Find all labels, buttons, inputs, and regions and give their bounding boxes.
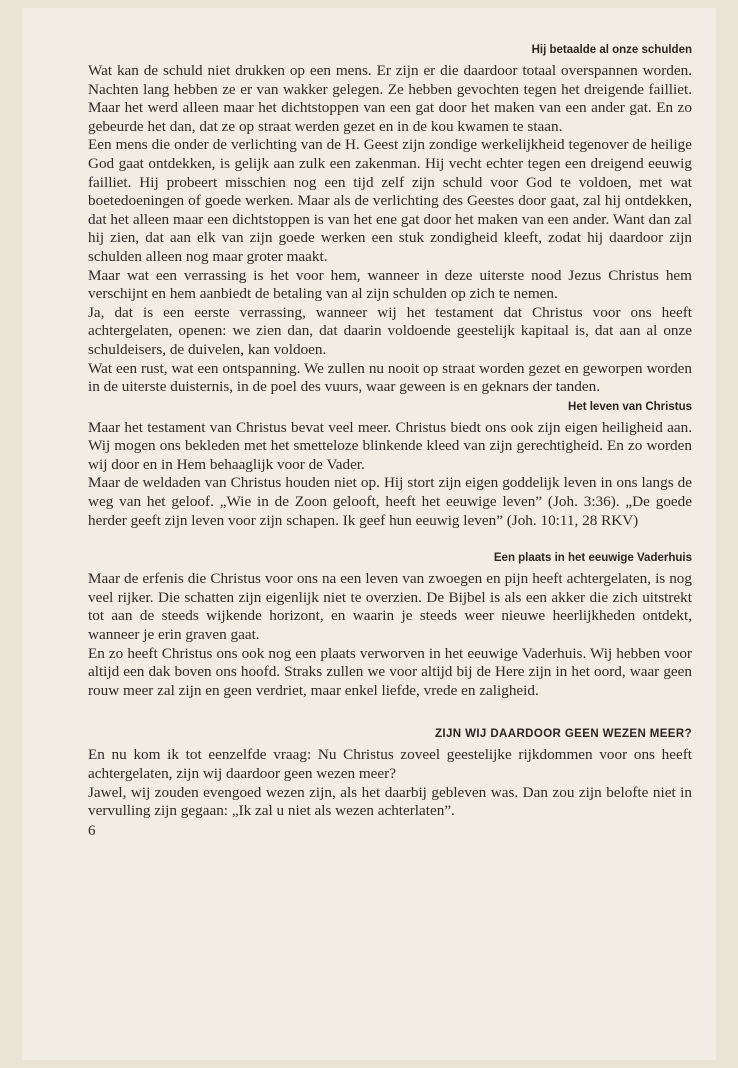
paragraph: Ja, dat is een eerste verrassing, wanneer wij het testament dat Christus voor ons heeft achtergelaten, openen: we zien dan, dat daarin voldoende geestelijk kapitaal is, dat aan al onze schuldeisers, de duivelen, kan voldoen.: [88, 303, 692, 358]
paragraph: Wat kan de schuld niet drukken op een mens. Er zijn er die daardoor totaal overspannen worden. Nachten lang hebben ze er van wakker gelegen. Ze hebben gevochten tegen het dreigende failliet. Maar het werd alleen maar het dichtstoppen van een gat door het maken van een ander gat. En zo gebeurde het dan, dat ze op straat werden gezet en in de kou kwamen te staan.: [88, 62, 692, 135]
paragraph: En zo heeft Christus ons ook nog een plaats verworven in het eeuwige Vaderhuis. Wij hebben voor altijd een dak boven ons hoofd. Straks zullen we voor altijd bij de Here zijn in het oord, waar geen rouw meer zal zijn en geen verdriet, maar enkel liefde, vrede en zaligheid.: [88, 644, 692, 699]
paragraph: Jawel, wij zouden evengoed wezen zijn, als het daarbij gebleven was. Dan zou zijn belofte niet in vervulling zijn gegaan: „Ik zal u niet als wezen achterlaten”.: [88, 783, 692, 820]
paragraph: Wat een rust, wat een ontspanning. We zullen nu nooit op straat worden gezet en geworpen worden in de uiterste duisternis, in de poel des vuurs, waar geween is en geknars der tanden.: [88, 359, 692, 396]
paragraph: En nu kom ik tot eenzelfde vraag: Nu Christus zoveel geestelijke rijkdommen voor ons heeft achtergelaten, zijn wij daardoor geen wezen meer?: [88, 746, 692, 782]
section-heading-vaderhuis: Een plaats in het eeuwige Vaderhuis: [493, 552, 692, 565]
paragraph: Maar de erfenis die Christus voor ons na een leven van zwoegen en pijn heeft achtergelaten, is nog veel rijker. Die schatten zijn eigenlijk niet te overzien. De Bijbel is als een akker die zich uitstrekt tot aan de steeds wijkende horizont, en waarin je steeds weer nieuwe heerlijkheden ontdekt, wanneer je erin graven gaat.: [88, 570, 692, 644]
section-heading-leven: Het leven van Christus: [568, 400, 692, 413]
paragraph: Maar het testament van Christus bevat veel meer. Christus biedt ons ook zijn eigen heiligheid aan. Wij mogen ons bekleden met het smetteloze blinkende kleed van zijn gerechtigheid. En zo worden wij door en in Hem behaaglijk voor de Vader.: [88, 418, 692, 473]
section-heading-schulden: Hij betaalde al onze schulden: [531, 44, 692, 56]
paragraph: Een mens die onder de verlichting van de H. Geest zijn zondige werkelijkheid tegenover de heilige God gaat ontdekken, is gelijk aan zulk een zakenman. Hij vecht echter tegen een dreigend eeuwig failliet. Hij probeert misschien nog een tijd zelf zijn schuld voor God te voldoen, met wat boetedoeningen of goede werken. Maar als de verlichting des Geestes door gaat, zal hij ontdekken, dat het alleen maar een dichtstoppen is van het ene gat door het maken van een ander. Want dan zal hij zien, dat aan elk van zijn goede werken een stuk zondigheid kleeft, zodat hij daardoor zijn schulden alleen nog maar groter maakt.: [88, 136, 692, 265]
page-number: 6: [88, 822, 96, 839]
paragraph: Maar wat een verrassing is het voor hem, wanneer in deze uiterste nood Jezus Christus hem verschijnt en hem aanbiedt de betaling van al zijn schulden op zich te nemen.: [88, 266, 692, 303]
document-page: [22, 8, 716, 1060]
section-heading-wezen: ZIJN WIJ DAARDOOR GEEN WEZEN MEER?: [434, 728, 692, 741]
paragraph: Maar de weldaden van Christus houden niet op. Hij stort zijn eigen goddelijk leven in ons langs de weg van het geloof. „Wie in de Zoon gelooft, heeft het eeuwige leven” (Joh. 3:36). „De goede herder geeft zijn leven voor zijn schapen. Ik geef hun eeuwig leven” (Joh. 10:11, 28 RKV): [88, 474, 692, 529]
